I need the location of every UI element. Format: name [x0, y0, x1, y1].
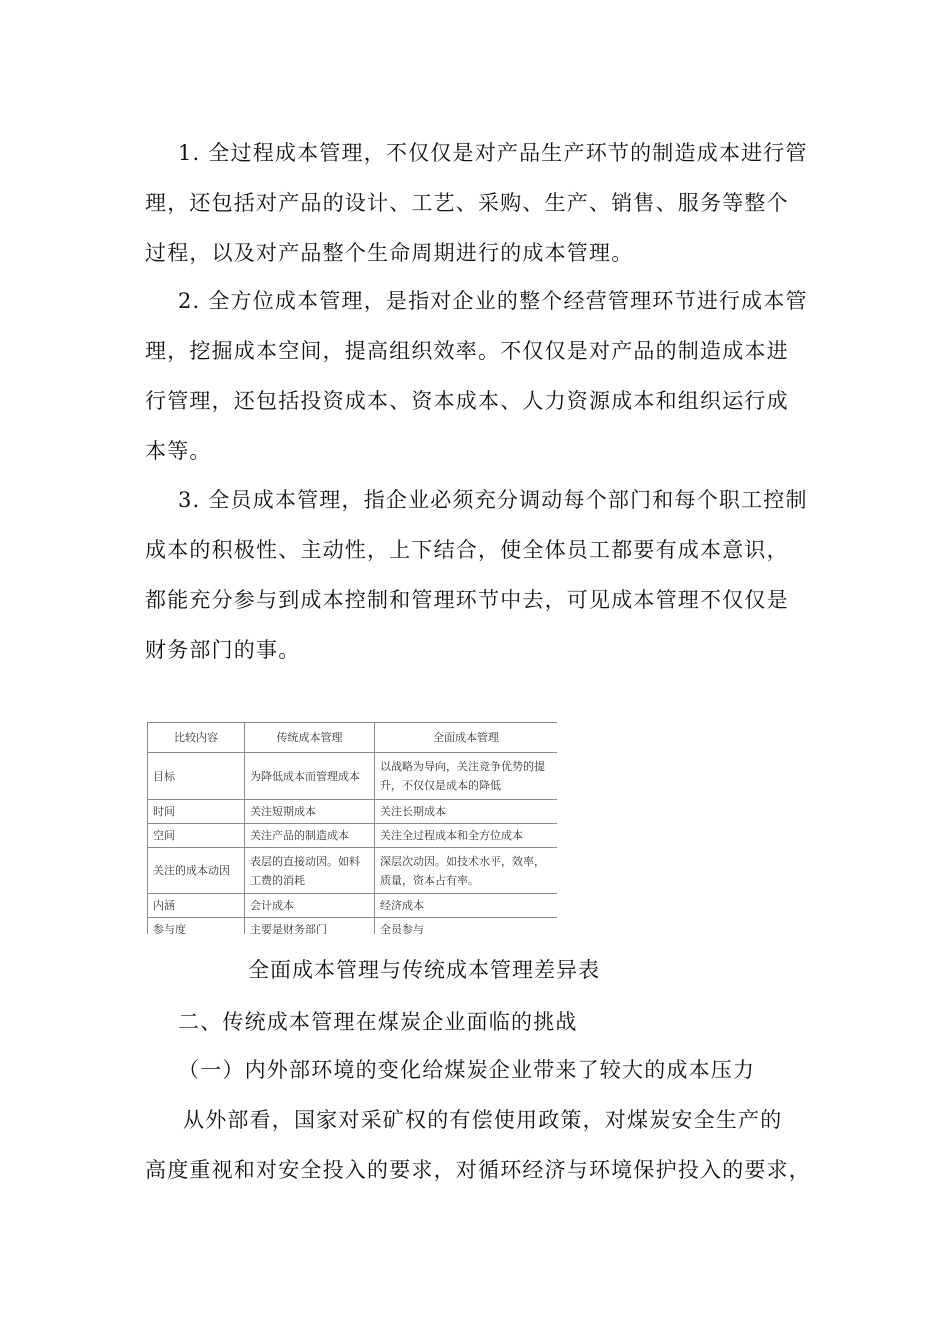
table-cell: 时间	[148, 800, 245, 824]
table-cell: 参与度	[148, 918, 245, 935]
table-row	[148, 894, 558, 918]
paragraph-line: 理，挖掘成本空间，提高组织效率。不仅仅是对产品的制造成本进	[145, 339, 789, 363]
table-header-row	[148, 723, 558, 753]
table-header-cell: 比较内容	[148, 723, 245, 753]
table-cell: 经济成本	[375, 894, 558, 918]
table-cell: 空间	[148, 824, 245, 848]
paragraph-full-process-cost	[145, 128, 810, 278]
table-row	[148, 848, 558, 894]
table-row	[148, 800, 558, 824]
paragraph-external-factors	[145, 1095, 810, 1195]
section-heading: 二、传统成本管理在煤炭企业面临的挑战	[178, 1010, 578, 1034]
table-cell: 表层的直接动因。如料工费的消耗	[245, 848, 375, 894]
table-cell: 会计成本	[245, 894, 375, 918]
table-row	[148, 753, 558, 800]
paragraph-line: 财务部门的事。	[145, 638, 301, 662]
table-row	[148, 824, 558, 848]
table-cell: 深层次动因。如技术水平，效率，质量，资本占有率。	[375, 848, 558, 894]
table-cell: 关注短期成本	[245, 800, 375, 824]
paragraph-line: 从外部看，国家对采矿权的有偿使用政策，对煤炭安全生产的	[183, 1108, 783, 1132]
table-caption: 全面成本管理与传统成本管理差异表	[248, 958, 600, 982]
paragraph-line: 1. 全过程成本管理，不仅仅是对产品生产环节的制造成本进行管	[178, 141, 808, 165]
table-cell: 以战略为导向，关注竞争优势的提升，不仅仅是成本的降低	[375, 753, 558, 800]
paragraph-line: 行管理，还包括投资成本、资本成本、人力资源成本和组织运行成	[145, 389, 789, 413]
paragraph-line: 都能充分参与到成本控制和管理环节中去，可见成本管理不仅仅是	[145, 588, 789, 612]
paragraph-line: 2. 全方位成本管理，是指对企业的整个经营管理环节进行成本管	[178, 289, 808, 313]
table-cell: 关注全过程成本和全方位成本	[375, 824, 558, 848]
paragraph-line: 高度重视和对安全投入的要求，对循环经济与环境保护投入的要求，	[145, 1158, 811, 1182]
table-cell: 关注长期成本	[375, 800, 558, 824]
paragraph-line: 3. 全员成本管理，指企业必须充分调动每个部门和每个职工控制	[178, 488, 808, 512]
paragraph-line: 成本的积极性、主动性，上下结合，使全体员工都要有成本意识，	[145, 538, 789, 562]
paragraph-all-round-cost	[145, 276, 810, 476]
paragraph-line: 理，还包括对产品的设计、工艺、采购、生产、销售、服务等整个	[145, 191, 789, 215]
paragraph-all-staff-cost	[145, 475, 810, 675]
table-header-cell: 传统成本管理	[245, 723, 375, 753]
table-cell: 目标	[148, 753, 245, 800]
paragraph-line: 本等。	[145, 439, 212, 463]
comparison-table	[147, 722, 557, 934]
table-cell: 关注的成本动因	[148, 848, 245, 894]
subsection-heading: （一）内外部环境的变化给煤炭企业带来了较大的成本压力	[178, 1058, 756, 1082]
table-cell: 主要是财务部门	[245, 918, 375, 935]
table-cell: 关注产品的制造成本	[245, 824, 375, 848]
table-cell: 为降低成本而管理成本	[245, 753, 375, 800]
table-header-cell: 全面成本管理	[375, 723, 558, 753]
table-row	[148, 918, 558, 935]
comparison-table-image	[147, 722, 557, 934]
table-cell: 内涵	[148, 894, 245, 918]
paragraph-line: 过程，以及对产品整个生命周期进行的成本管理。	[145, 241, 634, 265]
table-cell: 全员参与	[375, 918, 558, 935]
